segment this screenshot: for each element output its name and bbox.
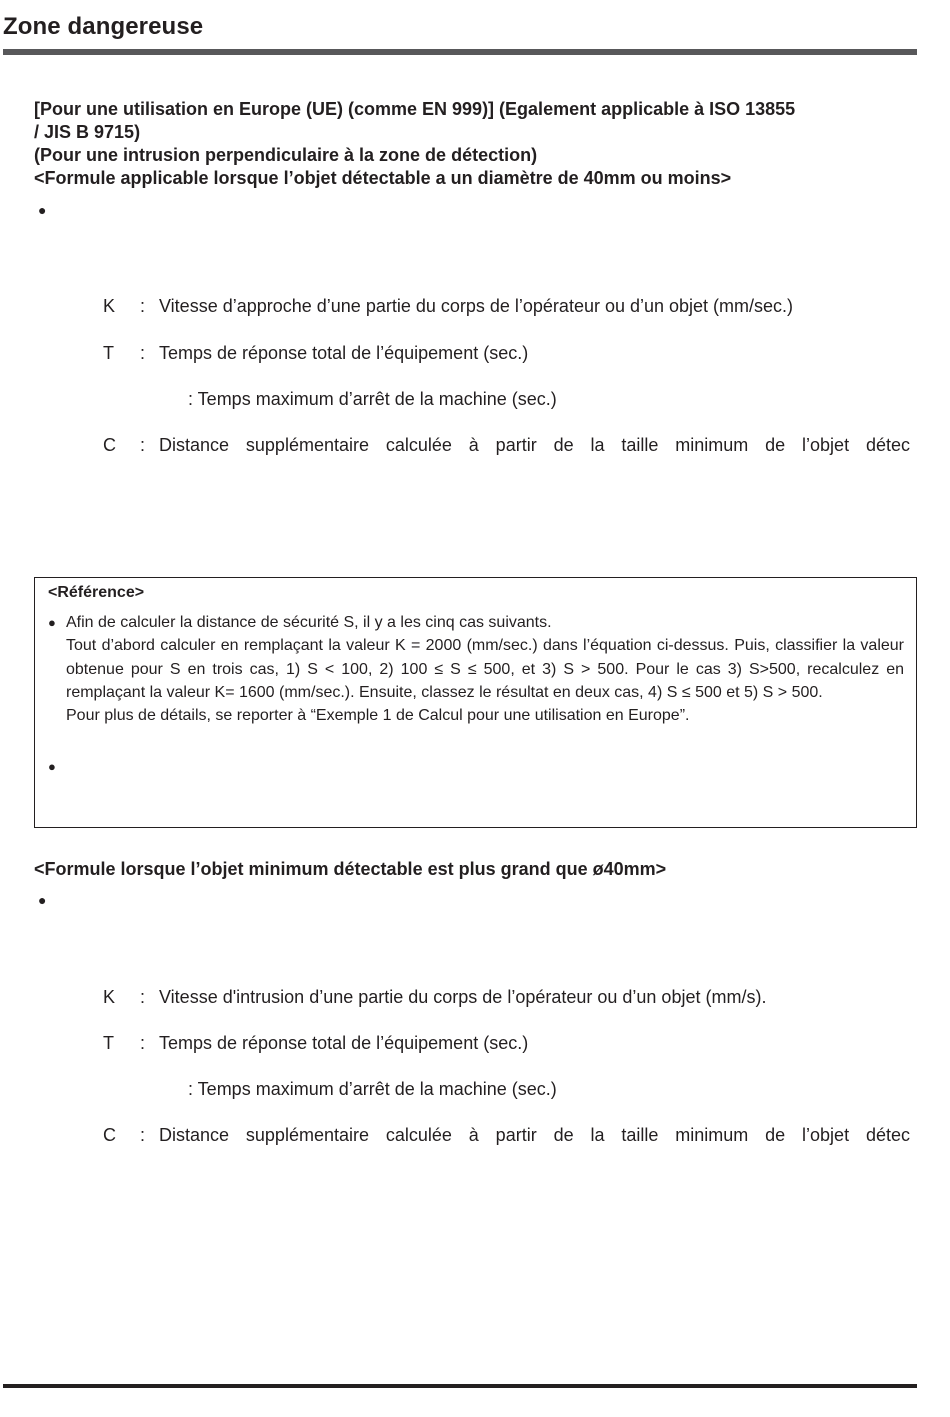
- definition-t: [103, 341, 923, 365]
- reference-bullet: ●: [48, 615, 56, 630]
- definition-t-text: Temps de réponse total de l’équipement (sec.): [159, 343, 529, 363]
- reference-paragraph: Pour plus de détails, se reporter à “Exemple 1 de Calcul pour une utilisation en Europe”.: [66, 707, 690, 725]
- definition-c-text: Distance supplémentaire calculée à partir de la taille minimum de l’objet détec: [159, 435, 910, 455]
- definition-t-sub: : Temps maximum d’arrêt de la machine (sec.): [188, 389, 557, 409]
- section1-bullet: ●: [38, 202, 47, 218]
- section1-heading-line: (Pour une intrusion perpendiculaire à la zone de détection): [34, 145, 538, 165]
- section1-heading-line: <Formule applicable lorsque l’objet détectable a un diamètre de 40mm ou moins>: [34, 168, 732, 188]
- footer-rule: [3, 1384, 917, 1388]
- page-title: Zone dangereuse: [3, 13, 204, 40]
- colon: :: [140, 987, 146, 1007]
- colon: :: [140, 296, 146, 316]
- definition-c-text: Distance supplémentaire calculée à partir de la taille minimum de l’objet détec: [159, 1125, 910, 1145]
- section1-heading-line: / JIS B 9715): [34, 122, 141, 142]
- reference-text: [66, 611, 904, 727]
- section1-heading-line: [Pour une utilisation en Europe (UE) (comme EN 999)] (Egalement applicable à ISO 13855: [34, 99, 796, 119]
- section1-heading: [34, 98, 919, 190]
- reference-box: [34, 577, 917, 828]
- reference-paragraph: Tout d’abord calculer en remplaçant la valeur K = 2000 (mm/sec.) dans l’équation ci-dessus. Puis, classifier la valeur obtenue pour S en trois cas, 1) S < 100, 2) 100 ≤ S ≤ 500, et 3) S > 500. Pour le cas 3) S>500, recalculez en remplaçant la valeur K= 1600 (mm/sec.). Ensuite, classez le résultat en deux cas, 4) S ≤ 500 et 5) S > 500.: [66, 637, 904, 701]
- reference-bullet: ●: [48, 759, 56, 774]
- definition-k: [103, 985, 923, 1009]
- symbol-k: K: [103, 296, 116, 316]
- symbol-t: T: [103, 343, 114, 363]
- colon: :: [140, 1033, 146, 1053]
- symbol-c: C: [103, 435, 116, 455]
- definition-t-text: Temps de réponse total de l’équipement (sec.): [159, 1033, 529, 1053]
- colon: :: [140, 343, 146, 363]
- definition-t: [103, 1031, 923, 1055]
- section2-bullet: ●: [38, 892, 47, 908]
- symbol-c: C: [103, 1125, 116, 1145]
- section2-heading: <Formule lorsque l’objet minimum détectable est plus grand que ø40mm>: [34, 859, 667, 879]
- colon: :: [140, 435, 146, 455]
- definition-k: [103, 294, 923, 318]
- colon: :: [140, 1125, 146, 1145]
- symbol-t: T: [103, 1033, 114, 1053]
- definition-k-text: Vitesse d’approche d’une partie du corps de l’opérateur ou d’un objet (mm/sec.): [159, 296, 794, 316]
- definition-c: [103, 433, 923, 457]
- definition-c: [103, 1123, 923, 1147]
- definition-k-text: Vitesse d'intrusion d’une partie du corps de l’opérateur ou d’un objet (mm/s).: [159, 987, 767, 1007]
- symbol-k: K: [103, 987, 116, 1007]
- reference-title: <Référence>: [48, 584, 145, 601]
- header-rule: [3, 49, 917, 55]
- definition-t-sub: : Temps maximum d’arrêt de la machine (sec.): [188, 1079, 557, 1099]
- reference-paragraph: Afin de calculer la distance de sécurité S, il y a les cinq cas suivants.: [66, 614, 552, 631]
